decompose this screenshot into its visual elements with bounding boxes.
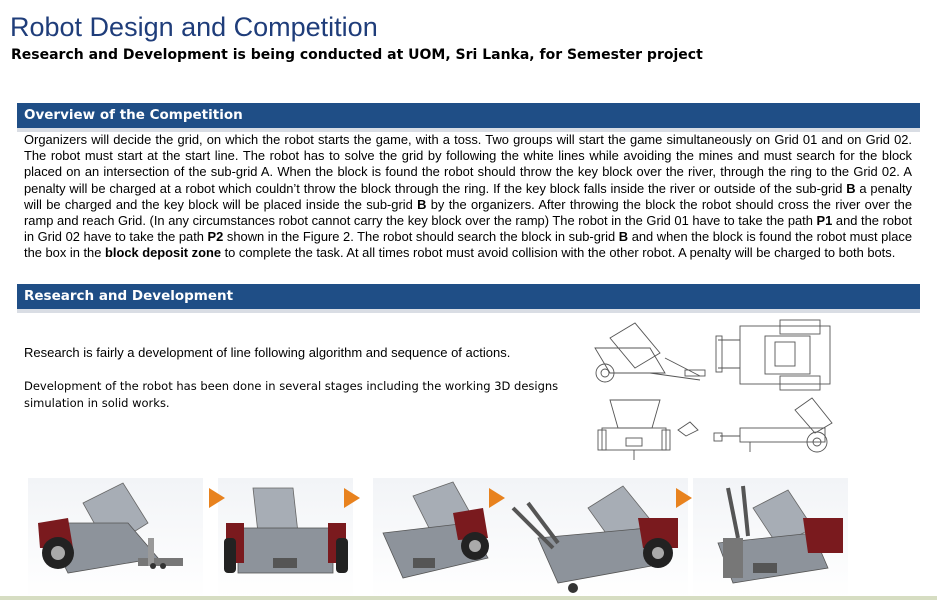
- development-text: Development of the robot has been done in several stages including the working 3D designs simulation in solid works.: [24, 379, 559, 410]
- footer-rule: [0, 596, 937, 600]
- sequence-arrow-icon: [489, 488, 505, 508]
- research-text: Research is fairly a development of line following algorithm and sequence of actions.: [24, 345, 511, 360]
- sequence-arrow-icon: [209, 488, 225, 508]
- section-header-overview: Overview of the Competition: [17, 103, 920, 128]
- simulation-render-5: [693, 478, 848, 598]
- robot-line-drawings: [590, 318, 850, 468]
- simulation-render-3: [373, 478, 503, 598]
- simulation-render-1: [28, 478, 203, 598]
- overview-paragraph: Organizers will decide the grid, on which the robot starts the game, with a toss. Two groups will start the game simultaneously on Grid 01 and on Grid 02. The robot must start at the start line. The robot has to solve the grid by following the white lines while avoiding the mines and must search for the block placed on an intersection of the sub-grid A. When the block is found the robot should throw the key block over the river, through the ring to the Grid 02. A penalty will be charged at a robot which couldn’t throw the block through the ring. If the key block falls inside the river or outside of the sub-grid B a penalty will be charged and the key block will be placed inside the sub-grid B by the organizers. After throwing the block the robot should cross the river over the ramp and reach Grid. (In any circumstances robot cannot carry the key block over the ramp) The robot in the Grid 01 have to take the path P1 and the robot in Grid 02 have to take the path P2 shown in the Figure 2. The robot should search the block in sub-grid B and when the block is found the robot must place the box in the block deposit zone to complete the task. At all times robot must avoid collision with the other robot. A penalty will be charged to both bots.: [24, 132, 912, 261]
- section-header-research: Research and Development: [17, 284, 920, 309]
- robot-drawing-side-view: [714, 398, 832, 452]
- sequence-arrow-icon: [676, 488, 692, 508]
- page-subtitle: Research and Development is being conducted at UOM, Sri Lanka, for Semester project: [11, 47, 703, 63]
- simulation-render-2: [218, 478, 353, 598]
- simulation-render-4: [498, 478, 688, 598]
- robot-drawing-top-view: [716, 320, 830, 390]
- sequence-arrow-icon: [344, 488, 360, 508]
- simulation-strip: [28, 478, 848, 598]
- robot-drawing-front-view: [598, 400, 698, 460]
- robot-drawing-isometric: [595, 323, 705, 382]
- page-title: Robot Design and Competition: [10, 12, 378, 42]
